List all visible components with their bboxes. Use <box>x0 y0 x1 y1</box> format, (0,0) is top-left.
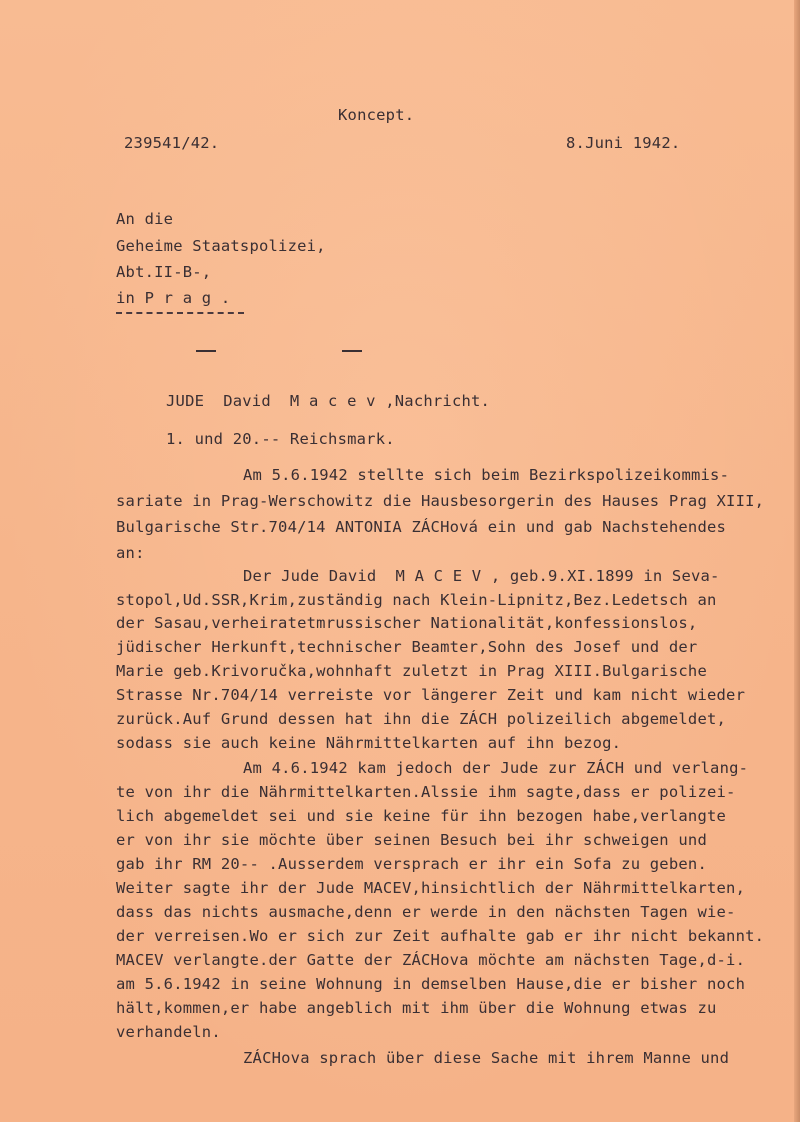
address-line: An die <box>116 210 174 228</box>
address-line: Geheime Staatspolizei, <box>116 237 326 255</box>
separator-dash <box>342 350 362 352</box>
body-line: stopol,Ud.SSR,Krim,zuständig nach Klein-Lipnitz,Bez.Ledetsch an <box>116 591 717 609</box>
body-line: hält,kommen,er habe angeblich mit ihm über die Wohnung etwas zu <box>116 999 717 1017</box>
body-line: dass das nichts ausmache,denn er werde in den nächsten Tagen wie- <box>116 903 736 921</box>
document-date: 8.Juni 1942. <box>566 134 681 152</box>
document-title: Koncept. <box>338 106 415 124</box>
body-line: jüdischer Herkunft,technischer Beamter,Sohn des Josef und der <box>116 638 698 656</box>
separator-dash <box>196 350 216 352</box>
body-line: Bulgarische Str.704/14 ANTONIA ZÁCHová ein und gab Nachstehendes <box>116 518 727 536</box>
subject-line: JUDE David M a c e v ,Nachricht. <box>166 392 491 410</box>
body-line: MACEV verlangte.der Gatte der ZÁCHova möchte am nächsten Tage,d-i. <box>116 951 746 969</box>
body-line: gab ihr RM 20-- .Ausserdem versprach er ihr ein Sofa zu geben. <box>116 855 707 873</box>
body-line: verhandeln. <box>116 1023 221 1041</box>
body-line: Am 5.6.1942 stellte sich beim Bezirkspolizeikommis- <box>243 466 730 484</box>
body-line: sodass sie auch keine Nährmittelkarten auf ihn bezog. <box>116 734 622 752</box>
body-line: te von ihr die Nährmittelkarten.Alssie ihm sagte,dass er polizei- <box>116 783 736 801</box>
body-line: an: <box>116 544 145 562</box>
body-line: Der Jude David M A C E V , geb.9.XI.1899 in Seva- <box>243 567 720 585</box>
body-line: er von ihr sie möchte über seinen Besuch bei ihr schweigen und <box>116 831 707 849</box>
body-line: Am 4.6.1942 kam jedoch der Jude zur ZÁCH und verlang- <box>243 759 749 777</box>
body-line: sariate in Prag-Werschowitz die Hausbesorgerin des Hauses Prag XIII, <box>116 492 765 510</box>
subject-amount: 1. und 20.-- Reichsmark. <box>166 430 395 448</box>
address-line: Abt.II-B-, <box>116 263 212 281</box>
body-line: Weiter sagte ihr der Jude MACEV,hinsichtlich der Nährmittelkarten, <box>116 879 746 897</box>
body-line: am 5.6.1942 in seine Wohnung in demselben Hause,die er bisher noch <box>116 975 746 993</box>
body-line: der Sasau,verheiratetmrussischer Nationalität,konfessionslos, <box>116 614 698 632</box>
body-line: lich abgemeldet sei und sie keine für ihn bezogen habe,verlangte <box>116 807 727 825</box>
body-line: Marie geb.Krivoručka,wohnhaft zuletzt in Prag XIII.Bulgarische <box>116 662 707 680</box>
address-underline <box>116 312 244 314</box>
body-line: ZÁCHova sprach über diese Sache mit ihrem Manne und <box>243 1049 730 1067</box>
page-edge <box>794 0 800 1122</box>
body-line: zurück.Auf Grund dessen hat ihn die ZÁCH polizeilich abgemeldet, <box>116 710 727 728</box>
body-line: der verreisen.Wo er sich zur Zeit aufhalte gab er ihr nicht bekannt. <box>116 927 765 945</box>
body-line: Strasse Nr.704/14 verreiste vor längerer Zeit und kam nicht wieder <box>116 686 746 704</box>
address-line: in P r a g . <box>116 289 231 307</box>
reference-number: 239541/42. <box>124 134 220 152</box>
